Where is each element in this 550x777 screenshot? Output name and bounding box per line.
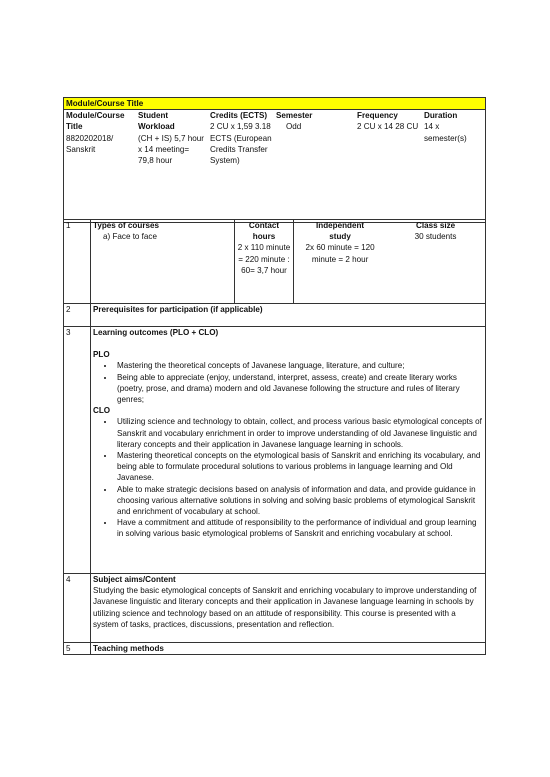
clo-item: • Utilizing science and technology to obtain, collect, and process various basic etymological concepts of Sanskrit and vocabulary enrichment in order to improve understanding of old Javanese linguistic and literary concepts and their application in Javanese language learning in schools. [115,416,483,450]
module-details-table [63,219,486,655]
class-size-label: Class size [415,221,456,230]
class-size-value: 30 students [414,232,457,242]
col-module-title-label: Module/Course Title [66,111,125,132]
subject-aims-label: Subject aims/Content [93,575,176,584]
types-of-courses-cell [91,220,235,304]
independent-study-label: Independent study [316,221,365,242]
col-workload-label: Student Workload [138,111,175,132]
clo-item: • Able to make strategic decisions based on analysis of information and data, and provide guidance in choosing various alternative solutions in solving and solving basic problems of etymological Sanskrit and enrichment of vocabulary at school. [115,484,483,518]
col-credits [208,110,274,223]
col-frequency-value: 2 CU x 14 28 CU [357,122,419,132]
prerequisites-label: Prerequisites for participation (if applicable) [91,304,486,327]
row-4-number: 4 [64,574,91,643]
class-size-cell [386,220,485,304]
module-header-table [63,97,486,223]
col-workload [136,110,208,223]
col-frequency-label: Frequency [357,111,398,121]
teaching-methods-label: Teaching methods [91,643,486,655]
col-workload-value: (CH + IS) 5,7 hour x 14 meeting= 79,8 hour [138,133,204,166]
independent-study-cell [294,220,387,304]
row-1-number: 1 [64,220,91,304]
col-frequency [355,110,422,223]
plo-label: PLO [93,350,110,360]
subject-aims-text: Studying the basic etymological concepts of Sanskrit and enriching vocabulary to improve understanding of Javanese linguistic and literary concepts and their application in Javanese language learning in schools by utilizing science and technology based on an attitude of responsibility. This course is presented with a system of tasks, practices, discussions, presentation and reflection. [93,586,477,629]
col-duration [422,110,486,223]
clo-item: • Have a commitment and attitude of responsibility to the performance of individual and group learning in solving various basic etymological problems of Sanskrit and enriching vocabulary at school. [115,517,483,539]
clo-list [93,416,483,539]
contact-hours-value: 2 x 110 minute = 220 minute : 60= 3,7 hour [237,243,291,275]
module-title-banner: Module/Course Title [64,98,486,110]
clo-item: • Mastering theoretical concepts on the etymological basis of Sanskrit and enriching its vocabulary, and being able to formulate procedural solutions to various problems in language learning and Old Javanese. [115,450,483,484]
types-of-courses-value: a) Face to face [103,232,157,242]
row-3-number: 3 [64,327,91,574]
col-module-title [64,110,137,223]
contact-hours-label: Contact hours [248,221,280,242]
col-duration-label: Duration [424,111,458,121]
col-credits-value: 2 CU x 1,59 3.18 ECTS (European Credits Transfer System) [210,122,272,166]
col-semester-label: Semester [276,111,313,121]
learning-outcomes-cell [91,327,486,574]
col-semester [274,110,355,223]
col-module-title-value: 8820202018/ Sanskrit [66,133,114,154]
plo-item: • Mastering the theoretical concepts of Javanese language, literature, and culture; [115,360,483,371]
types-of-courses-label: Types of courses [93,221,159,230]
row-2-number: 2 [64,304,91,327]
col-semester-value: Odd [286,122,302,132]
subject-aims-cell [91,574,486,643]
col-credits-label: Credits (ECTS) [210,111,268,121]
col-duration-value: 14 x semester(s) [424,122,467,143]
clo-label: CLO [93,406,111,416]
contact-hours-cell [235,220,294,304]
plo-list [93,360,483,405]
learning-outcomes-label: Learning outcomes (PLO + CLO) [93,328,219,337]
independent-study-value: 2x 60 minute = 120 minute = 2 hour [305,243,375,264]
plo-item: • Being able to appreciate (enjoy, understand, interpret, assess, create) and create literary works (poetry, prose, and drama) modern and old Javanese following the structure and rules of literary genres; [115,372,483,406]
row-5-number: 5 [64,643,91,655]
